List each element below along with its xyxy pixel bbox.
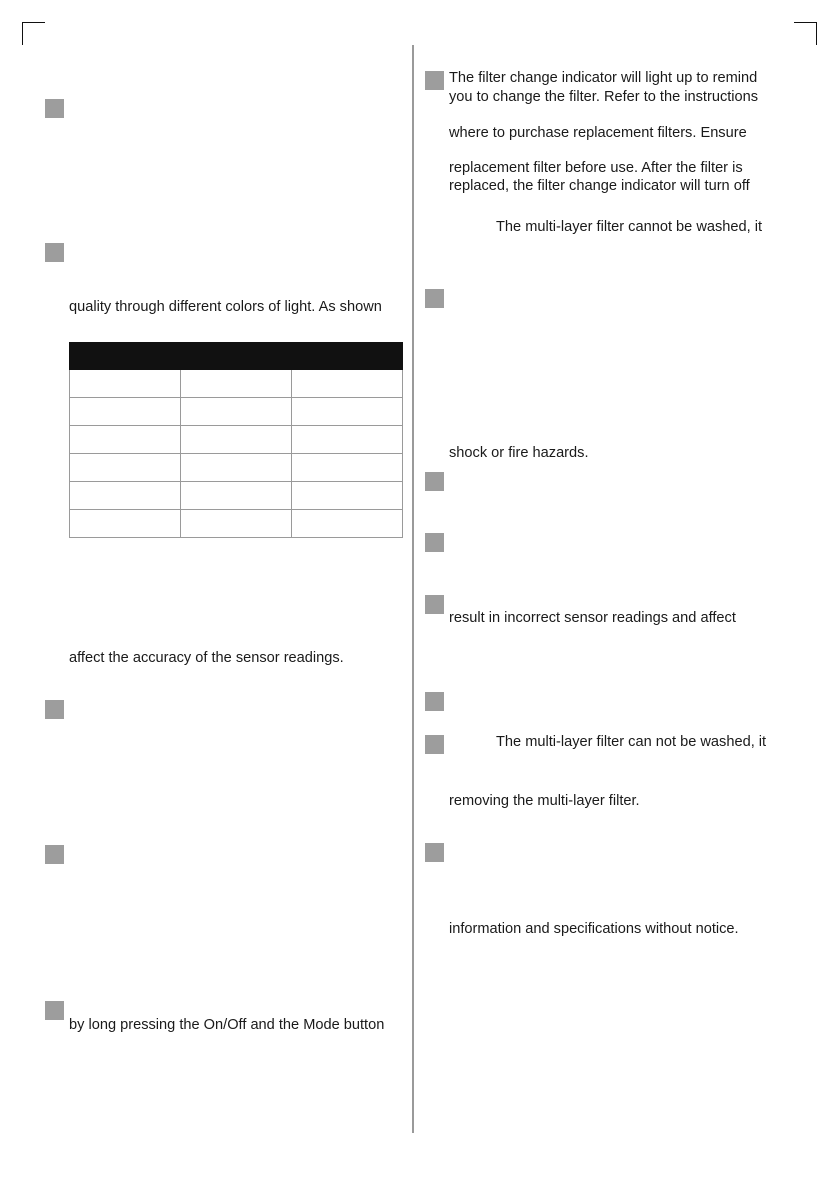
table-row (70, 370, 403, 398)
table-row (70, 482, 403, 510)
body-text-line: by long pressing the On/Off and the Mode button (69, 1017, 385, 1033)
bullet-square (425, 472, 444, 491)
table-cell (70, 482, 181, 510)
table-cell (70, 510, 181, 538)
table-header-cell (292, 343, 403, 370)
bullet-square (45, 1001, 64, 1020)
body-text-line: where to purchase replacement filters. Ensure (449, 125, 747, 141)
body-text-line: you to change the filter. Refer to the instructions (449, 89, 759, 105)
bullet-square (425, 595, 444, 614)
bullet-square (425, 735, 444, 754)
bullet-square (45, 99, 64, 118)
body-text-line: result in incorrect sensor readings and affect (449, 610, 736, 626)
body-text-line: replaced, the filter change indicator will turn off (449, 178, 750, 194)
table-cell (292, 482, 403, 510)
table-cell (181, 510, 292, 538)
table-cell (181, 482, 292, 510)
body-text-line: removing the multi-layer filter. (449, 793, 640, 809)
body-text-line: quality through different colors of light. As shown (69, 299, 382, 315)
body-text-line: replacement filter before use. After the filter is (449, 160, 743, 176)
bullet-square (425, 533, 444, 552)
table-cell (70, 454, 181, 482)
table-cell (70, 426, 181, 454)
table-header-row (70, 343, 403, 370)
table-cell (292, 510, 403, 538)
table-cell (181, 398, 292, 426)
body-text-line: The multi-layer filter cannot be washed, it (496, 219, 763, 235)
table-row (70, 510, 403, 538)
crop-mark-top-left (22, 22, 45, 45)
table-cell (181, 370, 292, 398)
bullet-square (425, 71, 444, 90)
bullet-square (45, 845, 64, 864)
table-cell (181, 454, 292, 482)
body-text-line: affect the accuracy of the sensor readings. (69, 650, 344, 666)
table-row (70, 426, 403, 454)
bullet-square (425, 843, 444, 862)
table-row (70, 398, 403, 426)
table-header-cell (181, 343, 292, 370)
table-cell (181, 426, 292, 454)
bullet-square (45, 243, 64, 262)
bullet-square (425, 692, 444, 711)
table-header-cell (70, 343, 181, 370)
body-text-line: shock or fire hazards. (449, 445, 589, 461)
body-text-line: The filter change indicator will light up to remind (449, 70, 758, 86)
crop-mark-top-right (794, 22, 817, 45)
table-cell (292, 454, 403, 482)
table-cell (292, 426, 403, 454)
column-divider (412, 45, 414, 1133)
table-cell (292, 370, 403, 398)
table-cell (292, 398, 403, 426)
body-text-line: information and specifications without notice. (449, 921, 739, 937)
air-quality-color-table (69, 342, 403, 538)
table-cell (70, 370, 181, 398)
body-text-line: The multi-layer filter can not be washed, it (496, 734, 767, 750)
bullet-square (425, 289, 444, 308)
table-row (70, 454, 403, 482)
table-cell (70, 398, 181, 426)
bullet-square (45, 700, 64, 719)
